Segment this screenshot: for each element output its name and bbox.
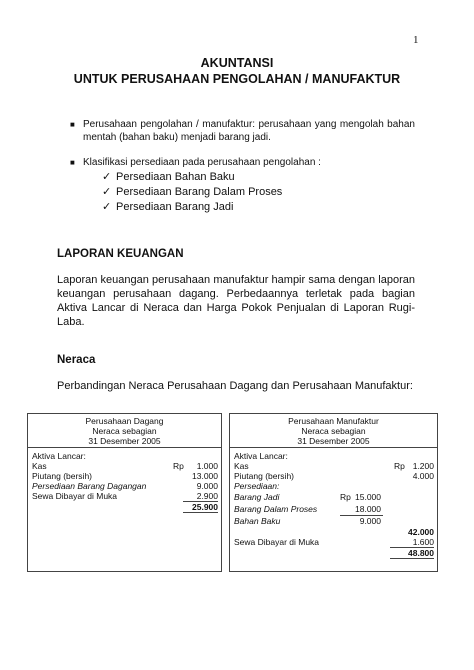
- table-row: Barang Dalam Proses 18.000: [234, 504, 381, 514]
- bullet-item: [70, 156, 415, 169]
- total-underline: [390, 558, 434, 559]
- table-row: Persediaan:: [234, 481, 280, 491]
- header-line: 31 Desember 2005: [297, 436, 370, 446]
- header-line: Neraca sebagian: [301, 426, 366, 436]
- table-row: Persediaan Barang Dagangan 9.000: [32, 481, 218, 491]
- square-bullet-icon: ■: [70, 158, 75, 167]
- table-row: Sewa Dibayar di Muka 2.900: [32, 491, 218, 501]
- bullet-text: Klasifikasi persediaan pada perusahaan pengolahan :: [83, 157, 321, 168]
- section-paragraph: Perbandingan Neraca Perusahaan Dagang dan Perusahaan Manufaktur:: [57, 380, 413, 392]
- total-row: 48.800: [408, 548, 434, 558]
- section-label: Aktiva Lancar:: [32, 451, 86, 461]
- balance-sheet-manufaktur: [229, 413, 438, 572]
- check-icon: ✓: [102, 186, 112, 198]
- section-label: Aktiva Lancar:: [234, 451, 288, 461]
- subtotal-row: 42.000: [408, 527, 434, 537]
- check-icon: ✓: [102, 171, 112, 183]
- page-number: 1: [413, 34, 419, 46]
- table-row: Kas Rp 1.000: [32, 461, 218, 471]
- checklist-label: Persediaan Barang Dalam Proses: [116, 186, 283, 198]
- total-row: 25.900: [192, 502, 218, 512]
- header-line: 31 Desember 2005: [88, 436, 161, 446]
- section-heading: LAPORAN KEUANGAN: [57, 248, 184, 260]
- section-paragraph: Laporan keuangan perusahaan manufaktur hampir sama dengan laporan keuangan perusahaan dagang. Perbedaannya terletak pada bagian Aktiva Lancar di Neraca dan Harga Pokok Penjualan di Laporan Rugi-Laba.: [57, 274, 415, 328]
- table-row: Piutang (bersih) 4.000: [234, 471, 434, 481]
- table-row: Sewa Dibayar di Muka 1.600: [234, 537, 434, 547]
- checklist-item: [102, 185, 282, 198]
- checklist-label: Persediaan Bahan Baku: [116, 171, 235, 183]
- header-line: Perusahaan Manufaktur: [288, 416, 379, 426]
- table-row: Bahan Baku 9.000: [234, 516, 381, 526]
- checklist-item: [102, 200, 233, 213]
- document-subtitle: UNTUK PERUSAHAAN PENGOLAHAN / MANUFAKTUR: [73, 72, 401, 86]
- checklist-label: Persediaan Barang Jadi: [116, 201, 234, 213]
- header-divider: [28, 447, 221, 448]
- bullet-item: [70, 118, 415, 144]
- bullet-text: Perusahaan pengolahan / manufaktur: perusahaan yang mengolah bahan mentah (bahan baku) menjadi barang jadi.: [83, 119, 415, 143]
- header-divider: [230, 447, 437, 448]
- section-heading: Neraca: [57, 354, 96, 366]
- header-line: Neraca sebagian: [92, 426, 157, 436]
- document-title: AKUNTANSI: [200, 56, 274, 70]
- total-underline: [183, 512, 218, 513]
- table-row: Piutang (bersih) 13.000: [32, 471, 218, 481]
- check-icon: ✓: [102, 201, 112, 213]
- table-row: Kas Rp 1.200: [234, 461, 434, 471]
- square-bullet-icon: ■: [70, 120, 75, 129]
- table-row: Barang Jadi Rp 15.000: [234, 492, 381, 502]
- balance-sheet-dagang: [27, 413, 222, 572]
- checklist-item: [102, 170, 235, 183]
- header-line: Perusahaan Dagang: [85, 416, 164, 426]
